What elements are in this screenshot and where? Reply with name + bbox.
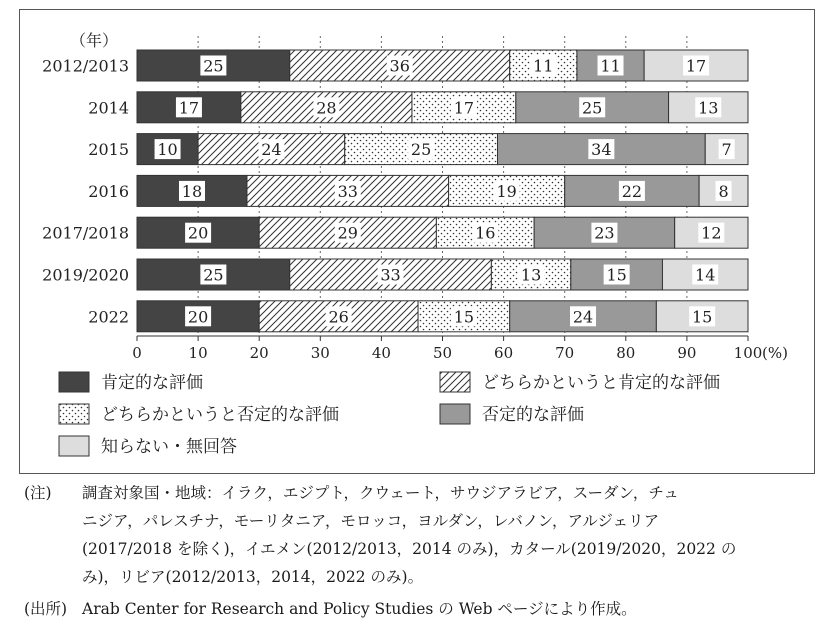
legend-label: 肯定的な評価 xyxy=(101,373,203,393)
data-label: 19 xyxy=(496,181,517,201)
note-lead: (注) xyxy=(24,484,52,502)
x-tick-label: 70 xyxy=(555,344,575,362)
data-label: 17 xyxy=(685,56,707,76)
data-label: 25 xyxy=(203,265,224,285)
note-line: (2017/2018 を除く)，イエメン(2012/2013，2014 のみ)，カタール(2019/2020，2022 の xyxy=(82,540,737,558)
x-tick-label: 50 xyxy=(432,344,453,362)
data-label: 20 xyxy=(187,307,209,327)
source-text xyxy=(24,596,637,623)
data-label: 22 xyxy=(621,181,643,201)
y-axis-label: （年） xyxy=(70,31,119,50)
category-label: 2014 xyxy=(88,98,129,118)
data-label: 15 xyxy=(691,307,713,327)
data-label: 34 xyxy=(591,140,612,160)
data-label: 15 xyxy=(453,307,475,327)
data-label: 13 xyxy=(698,98,719,118)
category-label: 2016 xyxy=(88,181,129,201)
legend-swatch xyxy=(59,404,89,424)
data-label: 11 xyxy=(600,56,621,76)
data-label: 16 xyxy=(475,223,496,243)
note-text xyxy=(24,508,659,535)
data-label: 10 xyxy=(157,140,178,160)
data-label: 25 xyxy=(203,56,224,76)
category-label: 2012/2013 xyxy=(42,56,129,76)
x-tick-label: 0 xyxy=(132,344,142,362)
legend-label: 否定的な評価 xyxy=(482,405,584,425)
note-line: 調査対象国・地域：イラク，エジプト，クウェート，サウジアラビア，スーダン，チュ xyxy=(82,484,679,502)
data-label: 7 xyxy=(721,140,732,160)
legend-label: どちらかというと肯定的な評価 xyxy=(482,373,720,393)
data-label: 24 xyxy=(572,307,594,327)
data-label: 20 xyxy=(187,223,209,243)
data-label: 18 xyxy=(181,181,203,201)
category-label: 2017/2018 xyxy=(42,223,129,243)
data-label: 17 xyxy=(178,98,200,118)
x-axis-unit: (%) xyxy=(762,344,788,362)
note-text xyxy=(24,536,736,563)
note-text xyxy=(24,564,423,591)
x-tick-label: 90 xyxy=(677,344,697,362)
x-tick-label: 20 xyxy=(249,344,269,362)
category-label: 2015 xyxy=(88,140,129,160)
data-label: 25 xyxy=(582,98,603,118)
note-line: み)，リビア(2012/2013，2014，2022 のみ)。 xyxy=(82,568,424,586)
chart-frame xyxy=(19,9,815,474)
data-label: 17 xyxy=(453,98,475,118)
x-tick-label: 40 xyxy=(371,344,391,362)
data-label: 11 xyxy=(533,56,554,76)
category-label: 2019/2020 xyxy=(42,265,129,285)
data-label: 15 xyxy=(606,265,627,285)
data-label: 29 xyxy=(337,223,358,243)
x-tick-label: 10 xyxy=(188,344,208,362)
category-label: 2022 xyxy=(88,307,129,327)
data-label: 23 xyxy=(594,223,615,243)
x-tick-label: 100 xyxy=(733,344,763,362)
data-label: 25 xyxy=(410,140,432,160)
legend-label: どちらかというと否定的な評価 xyxy=(101,405,339,425)
x-tick-label: 30 xyxy=(310,344,330,362)
data-label: 33 xyxy=(337,181,358,201)
data-label: 13 xyxy=(520,265,542,285)
note-text xyxy=(24,480,679,507)
data-label: 26 xyxy=(328,307,349,327)
note-line: Arab Center for Research and Policy Studies の Web ページにより作成。 xyxy=(82,600,637,618)
note-lead: (出所) xyxy=(24,600,68,618)
data-label: 36 xyxy=(389,56,410,76)
data-label: 8 xyxy=(718,181,729,201)
x-tick-label: 80 xyxy=(616,344,636,362)
legend-swatch xyxy=(59,436,89,456)
x-tick-label: 60 xyxy=(494,344,514,362)
legend-swatch xyxy=(59,372,89,392)
data-label: 12 xyxy=(701,223,722,243)
note-line: ニジア，パレスチナ，モーリタニア，モロッコ，ヨルダン，レバノン，アルジェリア xyxy=(82,512,660,530)
legend-label: 知らない・無回答 xyxy=(101,437,237,457)
data-label: 14 xyxy=(695,265,716,285)
data-label: 33 xyxy=(380,265,401,285)
legend-swatch xyxy=(440,404,470,424)
data-label: 28 xyxy=(316,98,337,118)
legend-swatch xyxy=(440,372,470,392)
data-label: 24 xyxy=(261,140,282,160)
stacked-bar-chart xyxy=(20,10,816,475)
